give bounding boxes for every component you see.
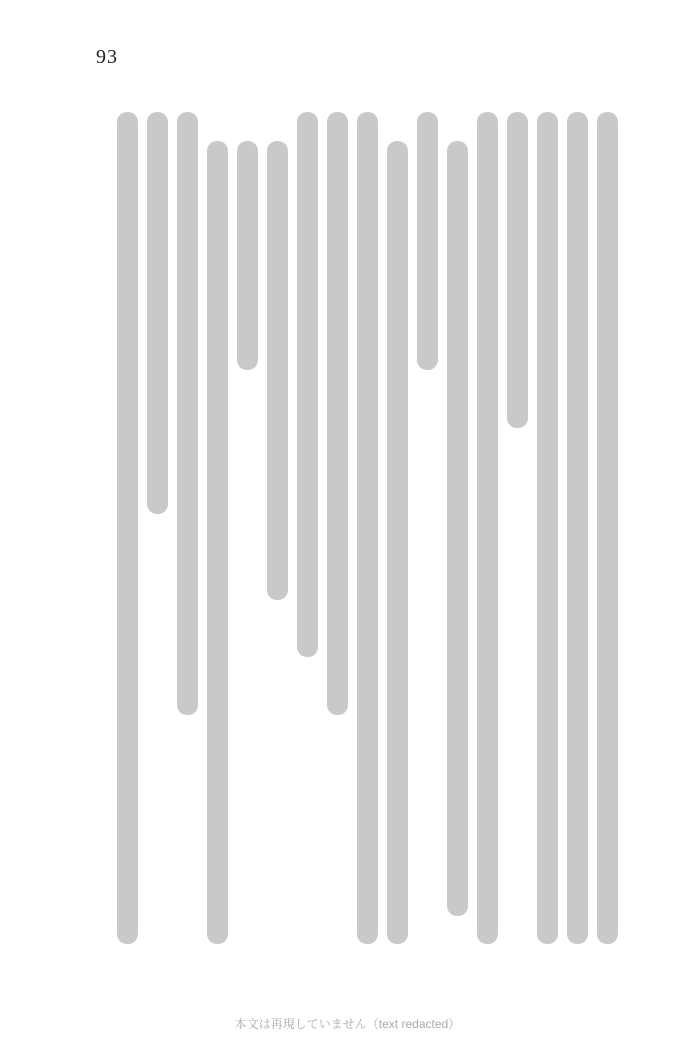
redacted-text-line <box>147 112 168 514</box>
redacted-text-line <box>177 112 198 715</box>
redacted-text-line <box>447 141 468 916</box>
redacted-text-line <box>477 112 498 944</box>
redacted-text-line <box>417 112 438 370</box>
redacted-text-line <box>207 141 228 945</box>
redacted-text-line <box>597 112 618 944</box>
redacted-text-line <box>507 112 528 428</box>
redacted-text-line <box>327 112 348 715</box>
redacted-text-line <box>357 112 378 944</box>
redacted-text-line <box>567 112 588 944</box>
page-number: 93 <box>96 46 118 68</box>
redacted-text-line <box>117 112 138 944</box>
text-block <box>112 112 622 946</box>
redacted-text-line <box>387 141 408 945</box>
redacted-text-line <box>267 141 288 600</box>
redacted-text-line <box>297 112 318 657</box>
redaction-note: 本文は再現していません（text redacted） <box>234 1017 461 1031</box>
redacted-text-line <box>237 141 258 371</box>
redacted-text-line <box>537 112 558 944</box>
